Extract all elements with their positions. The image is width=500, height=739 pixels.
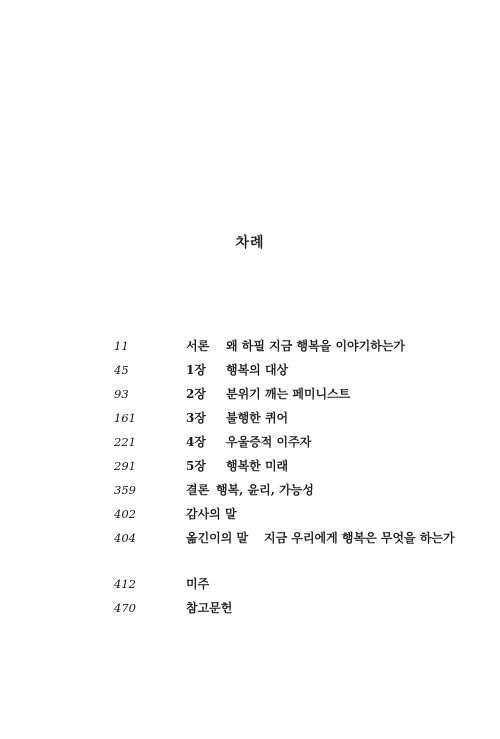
toc-chapter-label: 참고문헌 [186,601,233,615]
toc-entry-notes[interactable] [0,574,500,598]
toc-page-number: 404 [114,531,136,545]
toc-page-number: 470 [114,601,136,615]
toc-chapter-label: 4장 [186,435,206,449]
toc-entry-translator-note[interactable] [0,528,500,552]
toc-entry-chapter-5[interactable] [0,456,500,480]
toc-chapter-label: 옮긴이의 말 [186,531,249,545]
toc-chapter-label: 서론 [186,339,210,353]
toc-chapter-label: 미주 [186,577,210,591]
toc-page-number: 402 [114,507,136,521]
toc-chapter-title: 왜 하필 지금 행복을 이야기하는가 [226,339,406,353]
toc-entry-chapter-1[interactable] [0,360,500,384]
toc-chapter-label: 감사의 말 [186,507,237,521]
toc-page-number: 161 [114,411,136,425]
toc-page-number: 359 [114,483,136,497]
toc-chapter-label: 결론 [186,483,210,497]
toc-chapter-title: 우울증적 이주자 [226,435,312,449]
table-of-contents [0,336,500,622]
toc-chapter-title: 분위기 깨는 페미니스트 [226,387,351,401]
toc-chapter-title: 행복, 윤리, 가능성 [216,483,314,497]
toc-page-number: 93 [114,387,129,401]
toc-entry-conclusion[interactable] [0,480,500,504]
toc-chapter-title: 행복의 대상 [226,363,289,377]
toc-entry-chapter-3[interactable] [0,408,500,432]
toc-page-number: 221 [114,435,136,449]
page-title: 차례 [235,235,265,251]
toc-chapter-label: 3장 [186,411,206,425]
toc-chapter-label: 1장 [186,363,206,377]
toc-page-number: 291 [114,459,136,473]
toc-chapter-label: 2장 [186,387,206,401]
toc-chapter-title: 불행한 퀴어 [226,411,289,425]
toc-chapter-title: 지금 우리에게 행복은 무엇을 하는가 [264,531,455,545]
toc-chapter-title: 행복한 미래 [226,459,289,473]
toc-page-number: 45 [114,363,129,377]
toc-entry-bibliography[interactable] [0,598,500,622]
toc-page-number: 412 [114,577,136,591]
toc-entry-acknowledgments[interactable] [0,504,500,528]
toc-page-number: 11 [114,339,129,353]
toc-chapter-label: 5장 [186,459,206,473]
toc-entry-chapter-4[interactable] [0,432,500,456]
toc-entry-intro[interactable] [0,336,500,360]
toc-entry-chapter-2[interactable] [0,384,500,408]
